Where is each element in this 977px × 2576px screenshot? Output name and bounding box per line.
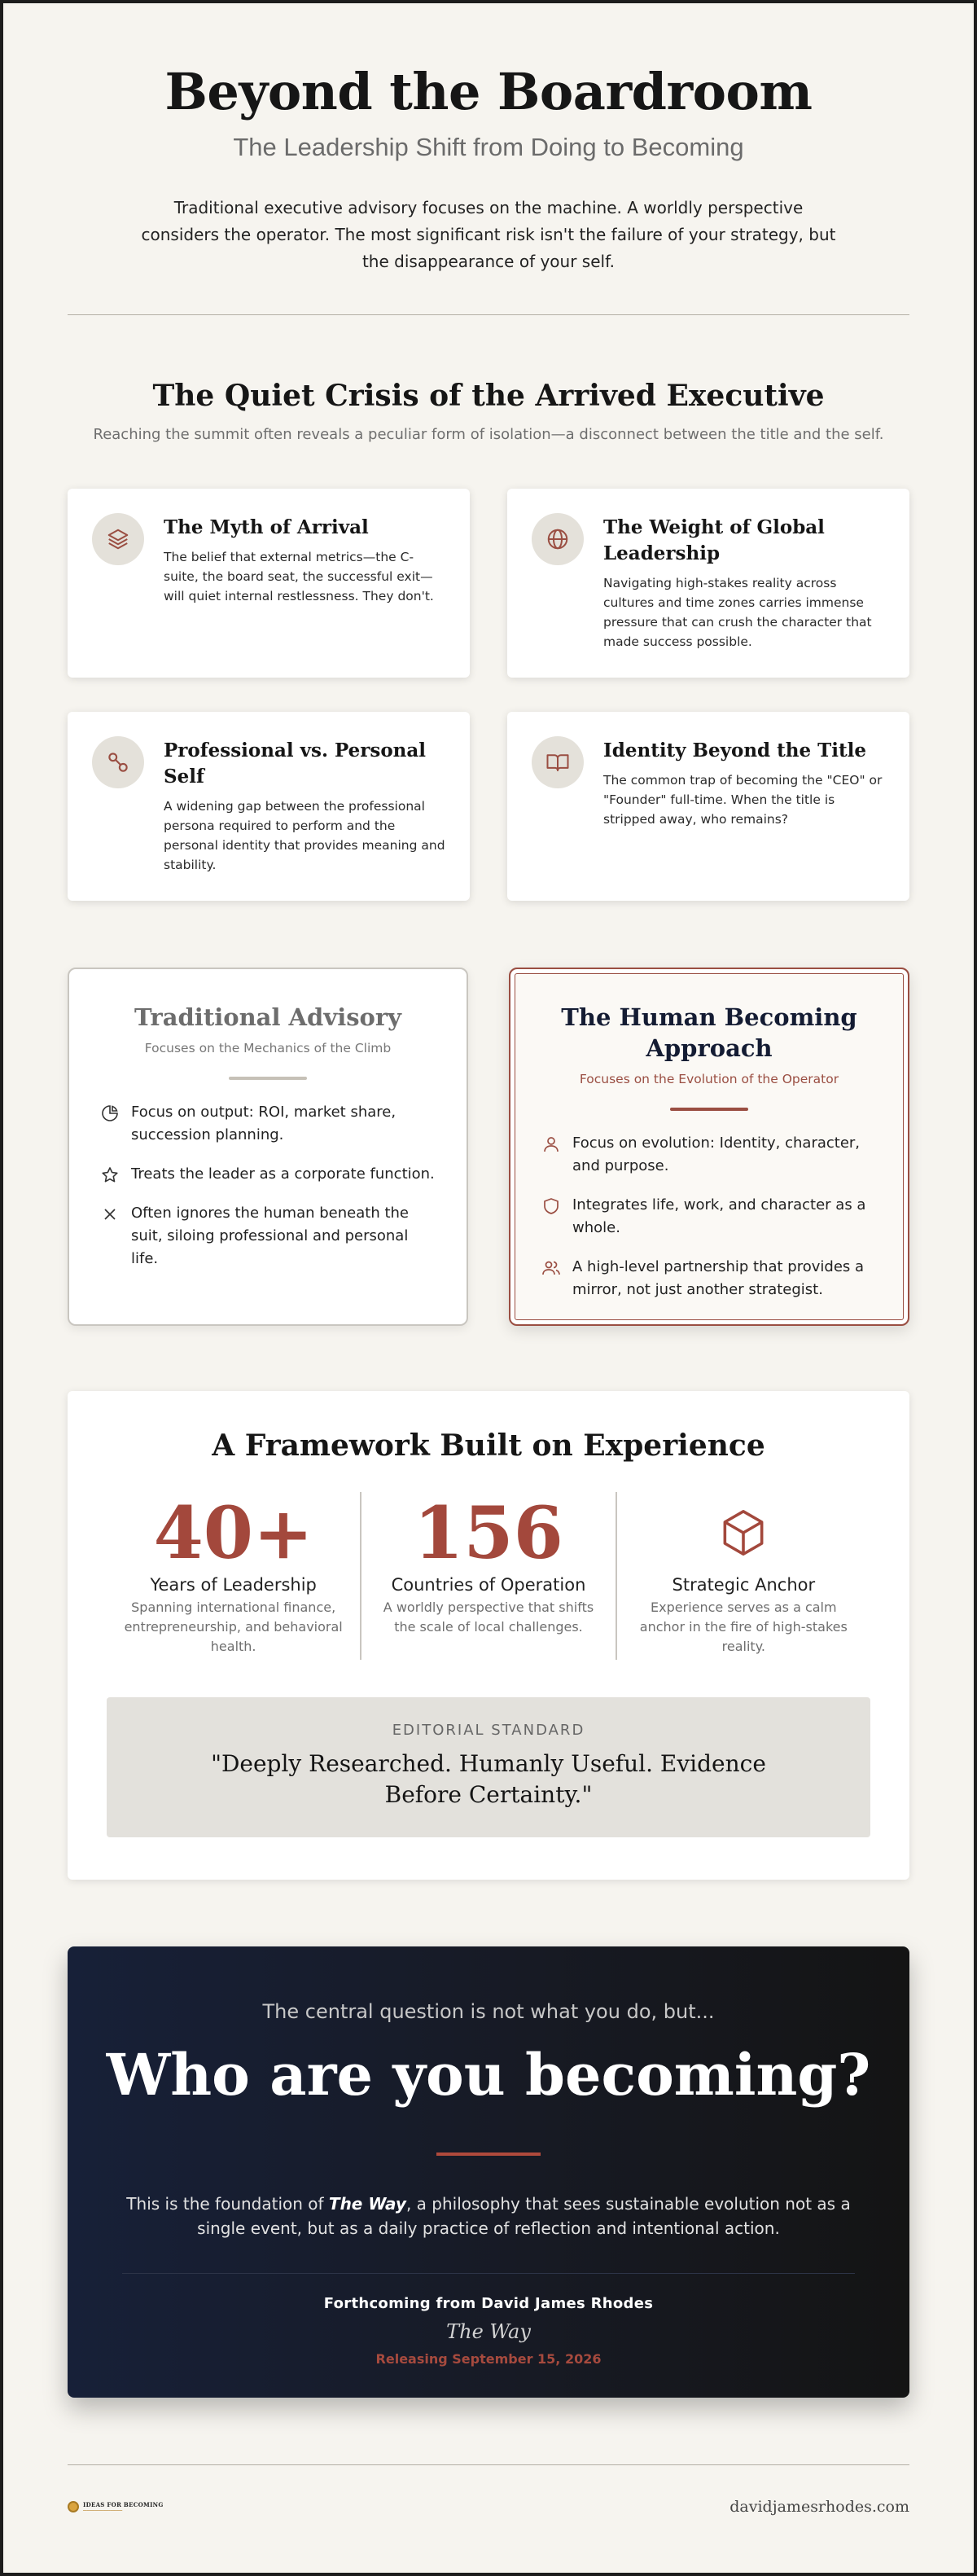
card-title: Professional vs. Personal Self: [164, 739, 427, 788]
page-subtitle: The Leadership Shift from Doing to Becoming: [233, 133, 744, 161]
hero-lead: Traditional executive advisory focuses on the machine. A worldly perspective considers the operator. The most significant risk isn't the failure of your strategy, but the disappearance of your self.: [141, 198, 836, 271]
card-text: The belief that external metrics—the C-suite, the board seat, the successful exit—will quiet internal restlessness. They don't.: [164, 550, 434, 603]
logo-text: IDEAS FOR BECOMING: [83, 2501, 164, 2508]
forthcoming-label: Forthcoming from David James Rhodes: [323, 2295, 654, 2312]
crisis-title: The Quiet Crisis of the Arrived Executive: [152, 379, 825, 413]
shield-icon: [541, 1196, 561, 1216]
link-icon: [92, 736, 144, 788]
becoming-section: [68, 1946, 909, 2398]
card-title: Identity Beyond the Title: [603, 739, 866, 761]
list-item: Integrates life, work, and character as a whole.: [541, 1194, 877, 1240]
site-link[interactable]: davidjamesrhodes.com: [729, 2498, 909, 2516]
list-item: Treats the leader as a corporate function.: [100, 1163, 436, 1186]
editorial-quote: "Deeply Researched. Humanly Useful. Evidence Before Certainty.": [211, 1750, 766, 1808]
logo-underline: ━━━━━━━━━━━━━━━━━━━━: [83, 2508, 123, 2512]
crisis-section: [3, 379, 974, 443]
panel-tagline: Focuses on the Evolution of the Operator: [579, 1072, 839, 1086]
card-text: The common trap of becoming the "CEO" or "Founder" full-time. When the title is stripped away, who remains?: [603, 773, 883, 827]
editorial-standard: [107, 1697, 870, 1837]
card-professional-vs-personal: [68, 712, 470, 901]
card-text: Navigating high-stakes reality across cultures and time zones carries immense pressure that can crush the character that made success possible.: [603, 576, 872, 649]
release-date: Releasing September 15, 2026: [375, 2351, 602, 2367]
logo[interactable]: [68, 2501, 164, 2512]
sun-logo-icon: [68, 2501, 79, 2512]
traditional-advisory-panel: [68, 968, 468, 1326]
card-identity-beyond-title: [507, 712, 909, 901]
panel-divider: [670, 1108, 748, 1111]
crisis-description: Reaching the summit often reveals a peculiar form of isolation—a disconnect between the title and the self.: [93, 426, 884, 443]
cube-icon: [617, 1492, 870, 1573]
card-title: The Myth of Arrival: [164, 516, 369, 538]
book-title: The Way: [446, 2320, 531, 2343]
card-myth-of-arrival: [68, 489, 470, 678]
divider: [68, 314, 909, 315]
framework-section: [68, 1391, 909, 1880]
stat-description: Spanning international finance, entrepreneurship, and behavioral health.: [124, 1600, 343, 1654]
layers-icon: [92, 513, 144, 565]
editorial-kicker: EDITORIAL STANDARD: [392, 1722, 585, 1739]
framework-title: A Framework Built on Experience: [212, 1428, 765, 1463]
stat-description: A worldly perspective that shifts the scale of local challenges.: [383, 1600, 594, 1635]
panel-title: The Human Becoming Approach: [561, 1003, 857, 1062]
card-weight-of-global-leadership: [507, 489, 909, 678]
human-becoming-panel: [509, 968, 909, 1326]
globe-icon: [532, 513, 584, 565]
stats-row: [107, 1492, 870, 1660]
stat-anchor: [616, 1492, 870, 1660]
crisis-cards: [68, 489, 909, 901]
stat-value: 40+: [153, 1490, 313, 1575]
list-item: Focus on evolution: Identity, character, and purpose.: [541, 1132, 877, 1178]
divider: [122, 2273, 855, 2274]
stat-countries: [360, 1492, 615, 1660]
hero-section: [3, 3, 974, 275]
card-title: The Weight of Global Leadership: [603, 516, 825, 564]
stat-label: Years of Leadership: [150, 1575, 317, 1595]
stat-description: Experience serves as a calm anchor in the fire of high-stakes reality.: [639, 1600, 848, 1654]
list-item: A high-level partnership that provides a mirror, not just another strategist.: [541, 1256, 877, 1301]
footer: [68, 2498, 909, 2516]
divider: [68, 2464, 909, 2465]
page-title: Beyond the Boardroom: [164, 62, 813, 121]
stat-label: Countries of Operation: [391, 1575, 586, 1595]
x-icon: [100, 1205, 120, 1224]
user-icon: [541, 1134, 561, 1154]
traditional-list: [100, 1101, 436, 1270]
list-item: Focus on output: ROI, market share, succession planning.: [100, 1101, 436, 1147]
panel-title: Traditional Advisory: [134, 1003, 402, 1031]
list-item: Often ignores the human beneath the suit, siloing professional and personal life.: [100, 1202, 436, 1270]
comparison-section: [68, 968, 909, 1326]
book-open-icon: [532, 736, 584, 788]
stat-value: 156: [414, 1490, 563, 1575]
panel-divider: [229, 1077, 307, 1080]
users-icon: [541, 1258, 561, 1278]
pie-chart-icon: [100, 1104, 120, 1123]
central-question: The central question is not what you do, but...: [262, 2000, 715, 2023]
human-list: [541, 1132, 877, 1301]
philosophy-text: This is the foundation of The Way, a philosophy that sees sustainable evolution not as a single event, but as a daily practice of reflection and intentional action.: [126, 2194, 851, 2238]
stat-years: [107, 1492, 360, 1660]
card-text: A widening gap between the professional persona required to perform and the personal identity that provides meaning and stability.: [164, 799, 445, 872]
star-icon: [100, 1165, 120, 1185]
becoming-headline: Who are you becoming?: [106, 2041, 871, 2109]
stat-label: Strategic Anchor: [672, 1575, 816, 1595]
panel-tagline: Focuses on the Mechanics of the Climb: [144, 1041, 392, 1055]
book-emphasis: The Way: [328, 2194, 406, 2214]
accent-divider: [436, 2153, 541, 2156]
